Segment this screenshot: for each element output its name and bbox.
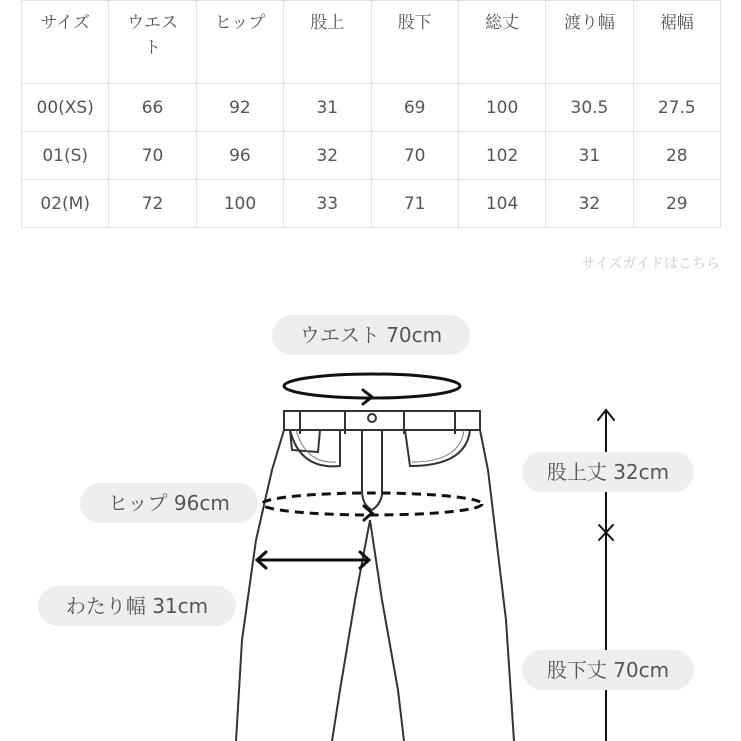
header-rise: 股上	[284, 1, 371, 84]
rise-label: 股上丈 32cm	[522, 452, 694, 492]
table-cell: 00(XS)	[22, 84, 109, 132]
header-size: サイズ	[22, 1, 109, 84]
waist-measure-ellipse	[284, 374, 460, 398]
table-cell: 01(S)	[22, 132, 109, 180]
header-inseam: 股下	[371, 1, 458, 84]
thigh-width-label: わたり幅 31cm	[38, 586, 236, 626]
waist-label: ウエスト 70cm	[272, 315, 470, 355]
button	[368, 414, 376, 422]
hip-measure-arrow	[364, 506, 372, 520]
hip-label: ヒップ 96cm	[80, 483, 258, 523]
table-cell: 70	[371, 132, 458, 180]
table-cell: 92	[196, 84, 283, 132]
header-thigh-width: 渡り幅	[546, 1, 633, 84]
table-cell: 100	[458, 84, 545, 132]
table-cell: 96	[196, 132, 283, 180]
header-hip: ヒップ	[196, 1, 283, 84]
inseam-label: 股下丈 70cm	[522, 650, 694, 690]
table-cell: 70	[109, 132, 196, 180]
table-cell: 31	[546, 132, 633, 180]
inner-leg-right	[370, 520, 404, 741]
table-cell: 29	[633, 180, 720, 228]
table-cell: 32	[284, 132, 371, 180]
table-cell: 31	[284, 84, 371, 132]
table-cell: 102	[458, 132, 545, 180]
table-cell: 02(M)	[22, 180, 109, 228]
table-cell: 66	[109, 84, 196, 132]
table-cell: 28	[633, 132, 720, 180]
table-cell: 69	[371, 84, 458, 132]
size-guide-link[interactable]: サイズガイドはこちら	[581, 256, 720, 272]
thigh-measure-arrow	[257, 552, 369, 568]
header-total-length: 総丈	[458, 1, 545, 84]
header-waist-label: ウエスト	[127, 13, 179, 58]
table-cell: 30.5	[546, 84, 633, 132]
right-pocket	[405, 430, 470, 466]
table-cell: 27.5	[633, 84, 720, 132]
table-cell: 104	[458, 180, 545, 228]
waistband	[284, 411, 480, 430]
table-cell: 72	[109, 180, 196, 228]
fly-stitch-inner	[372, 430, 382, 510]
fly-stitch	[362, 430, 372, 510]
table-cell: 33	[284, 180, 371, 228]
pocket-stitch-left	[296, 430, 336, 462]
header-hem-width: 裾幅	[633, 1, 720, 84]
table-cell: 100	[196, 180, 283, 228]
pocket-stitch-right	[412, 430, 464, 462]
table-cell: 71	[371, 180, 458, 228]
table-cell: 32	[546, 180, 633, 228]
inner-leg-left	[332, 520, 370, 741]
pants-outline	[236, 430, 514, 741]
